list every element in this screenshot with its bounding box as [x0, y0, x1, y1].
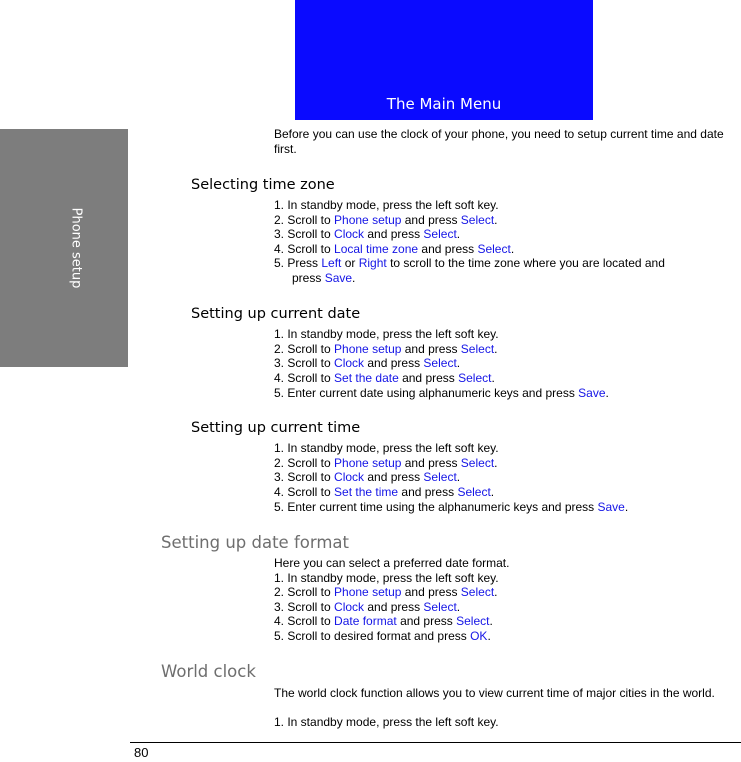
step: 1. In standby mode, press the left soft key.: [274, 715, 499, 729]
step: 3. Scroll to Clock and press Select.: [274, 470, 461, 484]
step: 3. Scroll to Clock and press Select.: [274, 356, 461, 370]
step: 2. Scroll to Phone setup and press Select.: [274, 342, 498, 356]
banner-title: The Main Menu: [386, 95, 502, 113]
heading-world-clock: World clock: [161, 662, 256, 681]
step: 1. In standby mode, press the left soft key.: [274, 327, 499, 341]
step: 3. Scroll to Clock and press Select.: [274, 227, 461, 241]
step: 1. In standby mode, press the left soft key.: [274, 198, 499, 212]
step: 5. Press Left or Right to scroll to the time zone where you are located and: [274, 256, 665, 270]
step: 1. In standby mode, press the left soft key.: [274, 441, 499, 455]
main-menu-banner: [295, 0, 593, 120]
side-tab: [0, 129, 128, 367]
section-intro: The world clock function allows you to view current time of major cities in the world.: [274, 686, 715, 700]
step: 5. Scroll to desired format and press OK.: [274, 629, 491, 643]
heading-current-time: Setting up current time: [191, 420, 361, 436]
step: 5. Enter current time using the alphanumeric keys and press Save.: [274, 500, 629, 514]
step: 4. Scroll to Set the time and press Select.: [274, 485, 495, 499]
page-number: 80: [134, 745, 149, 760]
step: 4. Scroll to Set the date and press Select.: [274, 371, 495, 385]
heading-date-format: Setting up date format: [161, 533, 350, 552]
step: 4. Scroll to Local time zone and press Select.: [274, 242, 515, 256]
heading-time-zone: Selecting time zone: [191, 177, 335, 193]
step: 5. Enter current date using alphanumeric keys and press Save.: [274, 386, 609, 400]
footer-rule: [130, 742, 741, 743]
step: 2. Scroll to Phone setup and press Select.: [274, 213, 498, 227]
section-intro: Here you can select a preferred date format.: [274, 556, 510, 570]
intro-paragraph: Before you can use the clock of your phone, you need to setup current time and date first.: [274, 127, 724, 156]
step: 4. Scroll to Date format and press Select.: [274, 614, 493, 628]
step: 2. Scroll to Phone setup and press Select.: [274, 585, 498, 599]
step: 1. In standby mode, press the left soft key.: [274, 571, 499, 585]
step-continuation: press Save.: [292, 271, 356, 285]
step: 3. Scroll to Clock and press Select.: [274, 600, 461, 614]
side-tab-label: Phone setup: [68, 207, 84, 289]
step: 2. Scroll to Phone setup and press Select.: [274, 456, 498, 470]
heading-current-date: Setting up current date: [191, 306, 361, 322]
